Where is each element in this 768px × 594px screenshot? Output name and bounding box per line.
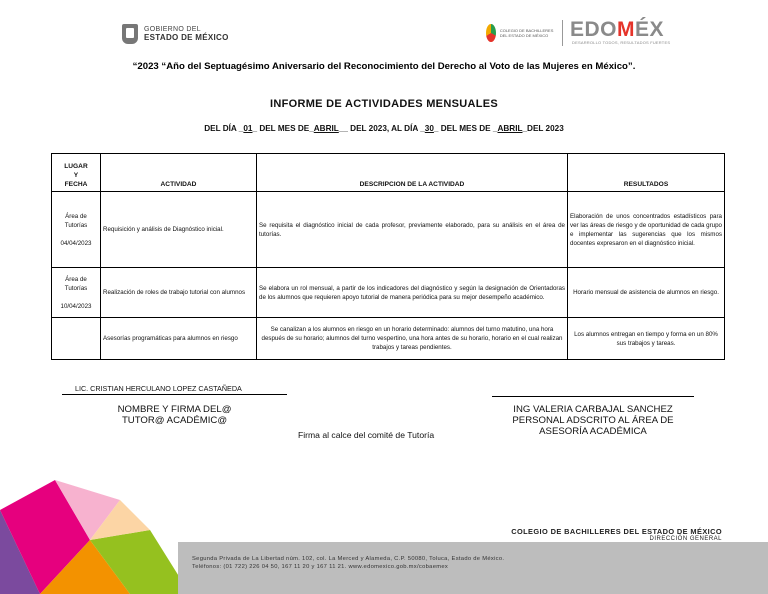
footer-direccion: DIRECCIÓN GENERAL [649, 536, 722, 542]
start-month: ABRIL [313, 124, 339, 133]
report-period: DEL DÍA _01_ DEL MES DE_ABRIL__ DEL 2023, AL DÍA _30_ DEL MES DE _ABRIL_DEL 2023 [204, 124, 564, 133]
report-title: INFORME DE ACTIVIDADES MENSUALES [270, 98, 498, 110]
gobierno-logo [122, 22, 242, 46]
header-resultados: RESULTADOS [568, 154, 725, 192]
footer-colegio: COLEGIO DE BACHILLERES DEL ESTADO DE MÉXICO [511, 527, 722, 536]
header-descripcion: DESCRIPCION DE LA ACTIVIDAD [257, 154, 568, 192]
end-day: 30 [424, 124, 434, 133]
tutor-signature-line [62, 394, 287, 395]
resultados-cell: Elaboración de unos concentrados estadísticos para ver las áreas de riesgo y de oportunidad de cada grupo e implementar las sugerencias que los mismos docentes expresaron en el diagnóstico inicial. [568, 192, 725, 268]
start-day: 01 [243, 124, 253, 133]
resultados-cell: Horario mensual de asistencia de alumnos en riesgo. [568, 268, 725, 318]
lugar-cell: Área de Tutorías 04/04/2023 [52, 192, 101, 268]
decorative-wedges [0, 470, 190, 594]
table-header-row [52, 154, 725, 192]
header-actividad: ACTIVIDAD [101, 154, 257, 192]
asesoria-signature-line [492, 396, 694, 397]
descripcion-cell: Se elabora un rol mensual, a partir de los indicadores del diagnóstico y según la designación de Orientadoras de los alumnos que requieren apoyo tutorial de manera periódica para su mejor desempeño académico. [257, 268, 568, 318]
actividad-cell: Requisición y análisis de Diagnóstico inicial. [101, 192, 257, 268]
activities-table [51, 153, 725, 360]
edomex-logo: EDOMÉX [570, 18, 665, 41]
tutor-name: LIC. CRISTIAN HERCULANO LOPEZ CASTAÑEDA [75, 384, 242, 393]
table-row [52, 318, 725, 360]
gobierno-line1: GOBIERNO DEL [144, 25, 201, 33]
gobierno-line2: ESTADO DE MÉXICO [144, 32, 229, 42]
actividad-cell: Realización de roles de trabajo tutorial con alumnos [101, 268, 257, 318]
cobaem-text: COLEGIO DE BACHILLERES DEL ESTADO DE MÉXICO [499, 28, 554, 38]
footer-phones: Teléfonos: (01 722) 226 04 50, 167 11 20 y 167 11 21. www.edomexico.gob.mx/cobaemex [192, 564, 449, 570]
lugar-cell: Área de Tutorías 10/04/2023 [52, 268, 101, 318]
descripcion-cell: Se requisita el diagnóstico inicial de cada profesor, previamente elaborado, para su análisis en el área de tutorías. [257, 192, 568, 268]
year-motto: “2023 “Año del Septuagésimo Aniversario del Reconocimiento del Derecho al Voto de las Mujeres en México”. [132, 61, 636, 72]
asesoria-signature-label: ING VALERIA CARBAJAL SANCHEZ PERSONAL ADSCRITO AL ÁREA DE ASESORÍA ACADÉMICA [512, 404, 674, 437]
tutor-signature-label: NOMBRE Y FIRMA DEL@ TUTOR@ ACADÉMIC@ [117, 404, 232, 426]
table-row [52, 268, 725, 318]
end-month: ABRIL [497, 124, 523, 133]
header-lugar: LUGAR Y FECHA [52, 154, 101, 192]
logo-divider [562, 20, 563, 46]
cobaem-mark-icon [486, 24, 496, 42]
coat-of-arms-icon [122, 24, 138, 44]
footer-address: Segunda Privada de La Libertad núm. 102, col. La Merced y Alameda, C.P. 50080, Toluca, Estado de México. [192, 556, 505, 562]
edomex-slogan: DESARROLLO TODOS, RESULTADOS FUERTES [572, 40, 671, 45]
table-row [52, 192, 725, 268]
comite-signature-label: Firma al calce del comité de Tutoría [298, 430, 435, 440]
resultados-cell: Los alumnos entregan en tiempo y forma en un 80% sus trabajos y tareas. [568, 318, 725, 360]
cobaem-logo [486, 22, 556, 44]
descripcion-cell: Se canalizan a los alumnos en riesgo en un horario determinado: alumnos del turno matutino, una hora después de su horario; alumnos del turno vespertino, una hora antes de su horario, horario en el cual realizan trabajos y tareas pendientes. [257, 318, 568, 360]
lugar-cell [52, 318, 101, 360]
actividad-cell: Asesorías programáticas para alumnos en riesgo [101, 318, 257, 360]
gobierno-text [144, 26, 229, 43]
